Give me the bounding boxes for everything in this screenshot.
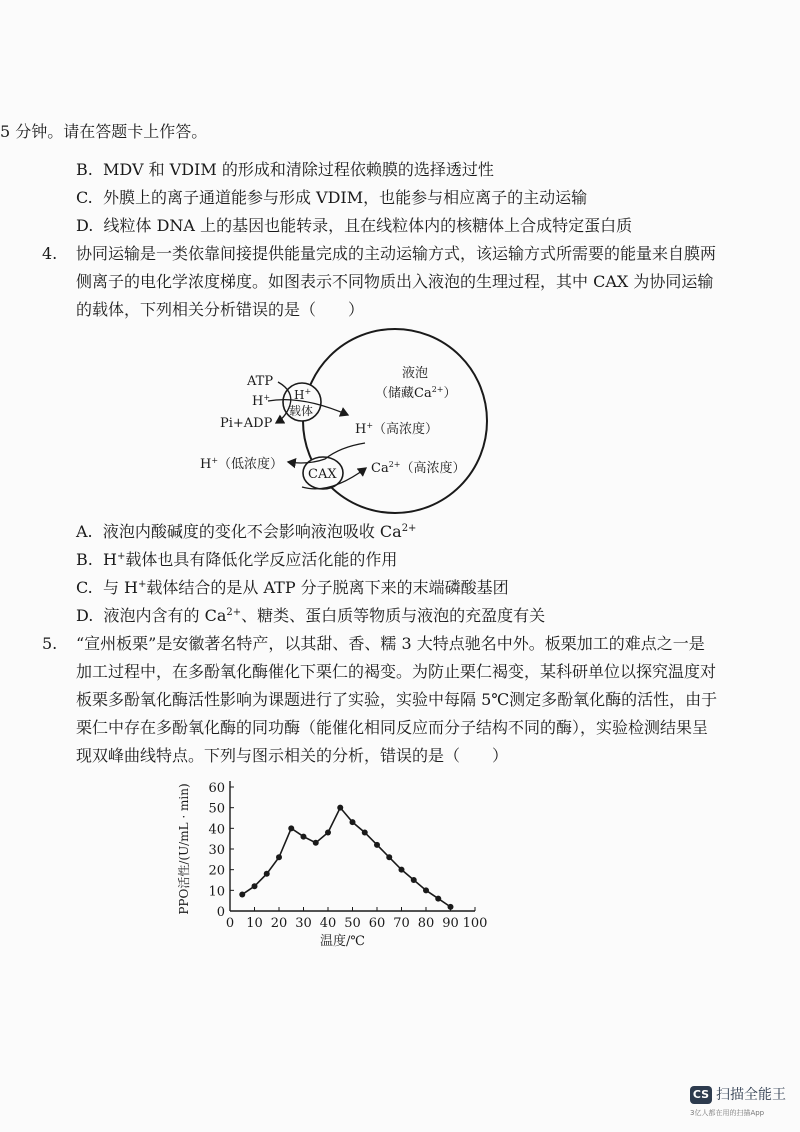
option-sup: 2+	[401, 523, 417, 534]
data-point	[435, 896, 441, 902]
data-point	[411, 877, 417, 883]
data-point	[252, 883, 258, 889]
q3-option-b	[76, 160, 494, 180]
x-tick-label: 10	[246, 916, 263, 931]
x-tick-label: 50	[344, 916, 361, 931]
y-tick-label: 10	[208, 884, 225, 900]
x-tick-label: 70	[393, 916, 410, 931]
h-high-label: H+（高浓度）	[355, 421, 439, 437]
x-tick-label: 100	[462, 916, 488, 931]
x-tick-label: 90	[442, 916, 459, 931]
option-key: D.	[76, 606, 94, 625]
option-sup: 2+	[226, 607, 242, 618]
y-tick-label: 60	[208, 781, 225, 796]
data-point	[423, 887, 429, 893]
option-key: C.	[76, 188, 93, 207]
x-tick-label: 80	[417, 916, 435, 931]
data-point	[386, 854, 392, 860]
option-sup: +	[116, 551, 126, 562]
option-text: 载体结合的是从 ATP 分子脱离下来的末端磷酸基团	[146, 578, 509, 597]
data-point	[374, 842, 380, 848]
q4-number: 4.	[42, 244, 58, 263]
pi-adp-label: Pi+ADP	[220, 416, 273, 431]
option-text: MDV 和 VDIM 的形成和清除过程依赖膜的选择透过性	[103, 160, 494, 179]
q3-option-d	[76, 216, 632, 236]
carrier-label: 载体	[289, 404, 314, 418]
x-tick-label: 30	[295, 916, 312, 931]
q5-stem-line-4: 栗仁中存在多酚氧化酶的同功酶（能催化相同反应而分子结构不同的酶），实验检测结果呈	[76, 718, 709, 737]
data-point	[276, 854, 282, 860]
data-point	[337, 805, 343, 811]
option-key: B.	[76, 160, 93, 179]
y-tick-label: 40	[208, 822, 225, 838]
option-sup: +	[137, 579, 147, 590]
data-point	[399, 867, 405, 873]
carrier-h-label: H+	[294, 387, 312, 402]
data-point	[350, 819, 356, 825]
x-tick-label: 60	[368, 916, 386, 931]
vacuole-label: 液泡	[402, 366, 429, 381]
y-tick-label: 0	[216, 905, 225, 920]
y-axis-label: PPO活性/(U/mL · min)	[177, 783, 191, 915]
data-point	[313, 840, 319, 846]
q3-option-c	[76, 188, 587, 208]
x-axis-label: 温度/℃	[320, 934, 365, 949]
camscanner-tagline: 3亿人都在用的扫描App	[690, 1109, 765, 1117]
atp-label: ATP	[247, 374, 274, 389]
q4-option-b	[76, 550, 397, 570]
option-text: 线粒体 DNA 上的基因也能转录，且在线粒体内的核糖体上合成特定蛋白质	[103, 216, 633, 235]
q5-stem-line-1: “宣州板栗”是安徽著名特产，以其甜、香、糯 3 大特点驰名中外。板栗加工的难点之一是	[76, 634, 705, 653]
h-plus-left: H+	[252, 393, 271, 409]
q5-number: 5.	[42, 634, 58, 653]
q4-stem-line-2: 侧离子的电化学浓度梯度。如图表示不同物质出入液泡的生理过程，其中 CAX 为协同运输	[76, 272, 714, 291]
data-point	[288, 825, 294, 831]
data-point	[264, 871, 270, 877]
option-text: 、糖类、蛋白质等物质与液泡的充盈度有关	[241, 606, 546, 625]
ca-high-label: $Ca^{2+}$（高浓度）	[371, 460, 466, 476]
option-pre: 液泡内含有的 Ca	[103, 606, 227, 625]
data-point	[362, 829, 368, 835]
data-point	[448, 904, 454, 910]
option-pre: 与 H	[102, 578, 138, 597]
vacuole-diagram	[190, 325, 510, 525]
option-pre: H	[103, 550, 117, 569]
option-text: 液泡内酸碱度的变化不会影响液泡吸收 Ca	[102, 522, 402, 541]
data-point	[325, 829, 331, 835]
exam-instruction: 5 分钟。请在答题卡上作答。	[0, 122, 208, 141]
ppo-activity-chart	[170, 775, 490, 950]
q4-stem-line-3: 的载体，下列相关分析错误的是（ ）	[76, 300, 365, 319]
q4-stem-line-1: 协同运输是一类依靠间接提供能量完成的主动运输方式，该运输方式所需要的能量来自膜两	[76, 244, 717, 263]
cax-label: CAX	[308, 467, 337, 482]
option-text: 载体也具有降低化学反应活化能的作用	[125, 550, 398, 569]
x-tick-label: 40	[319, 916, 337, 931]
camscanner-name: 扫描全能王	[716, 1087, 786, 1103]
q4-option-c	[76, 578, 509, 598]
q5-stem-line-5: 现双峰曲线特点。下列与图示相关的分析，错误的是（ ）	[76, 746, 509, 765]
y-tick-label: 20	[208, 863, 225, 879]
q4-option-d	[76, 606, 545, 626]
x-tick-label: 0	[225, 916, 235, 931]
option-key: C.	[76, 578, 93, 597]
ppo-series-line	[242, 808, 450, 907]
q4-option-a	[76, 522, 416, 542]
data-point	[301, 834, 307, 840]
camscanner-logo: CS	[690, 1086, 712, 1104]
q5-stem-line-3: 板栗多酚氧化酶活性影响为课题进行了实验，实验中每隔 5℃测定多酚氧化酶的活性，由于	[76, 690, 718, 709]
q5-stem-line-2: 加工过程中，在多酚氧化酶催化下栗仁的褐变。为防止栗仁褐变，某科研单位以探究温度对	[76, 662, 717, 681]
x-tick-label: 20	[270, 916, 288, 931]
option-text: 外膜上的离子通道能参与形成 VDIM，也能参与相应离子的主动运输	[102, 188, 588, 207]
h-low-label: H+（低浓度）	[200, 456, 284, 472]
vacuole-sub: （储藏$Ca^{2+}$）	[375, 385, 457, 401]
option-key: B.	[76, 550, 93, 569]
option-key: A.	[76, 522, 93, 541]
y-tick-label: 30	[208, 843, 225, 858]
y-tick-label: 50	[208, 801, 225, 817]
data-point	[239, 891, 245, 897]
option-key: D.	[76, 216, 94, 235]
